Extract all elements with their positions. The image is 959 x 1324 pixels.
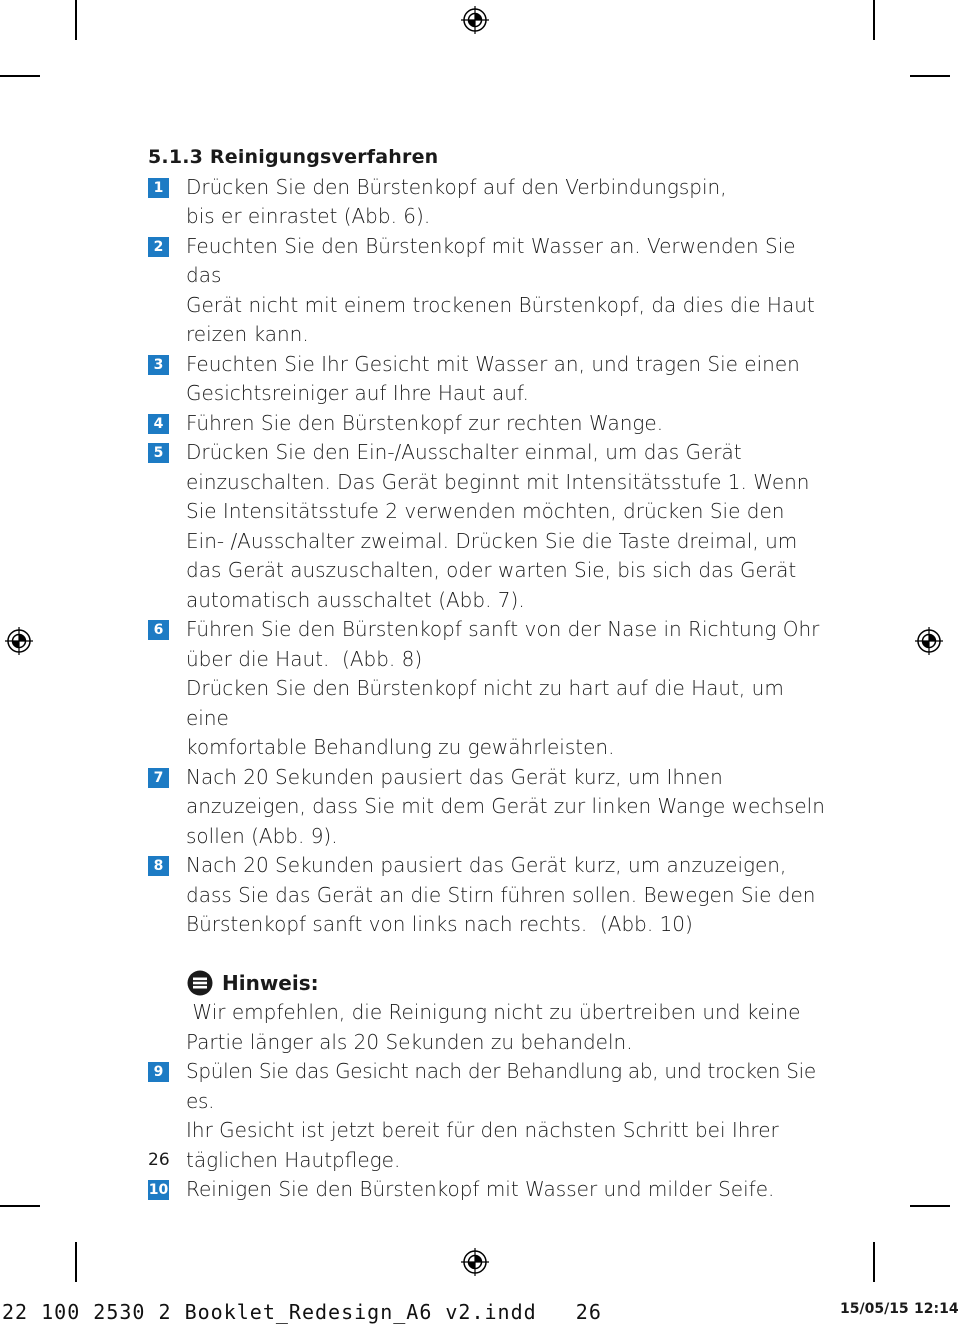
note-line: Wir empfehlen, die Reinigung nicht zu übertreiben und keine (186, 1000, 801, 1024)
step-line: einzuschalten. Das Gerät beginnt mit Intensitätsstufe 1. Wenn (186, 469, 810, 494)
step-line: Gesichtsreiniger auf Ihre Haut auf. (186, 381, 529, 405)
section-title: 5.1.3 Reinigungsverfahren (148, 146, 439, 168)
step-line: komfortable Behandlung zu gewährleisten. (186, 735, 615, 759)
steps-list-continued (148, 1057, 828, 1205)
steps-list (148, 173, 828, 940)
step-line: Nach 20 Sekunden pausiert das Gerät kurz, um anzuzeigen, (186, 853, 787, 877)
note-box (148, 969, 828, 1058)
step-line: Ihr Gesicht ist jetzt bereit für den nächsten Schritt bei Ihrer (186, 1118, 779, 1142)
step-line: das Gerät auszuschalten, oder warten Sie, bis sich das Gerät (186, 558, 797, 582)
slug-filename: 22 100 2530 2 Booklet_Redesign_A6 v2.indd 26 (2, 1300, 602, 1324)
step-line: täglichen Hautpflege. (186, 1147, 401, 1172)
step-line: bis er einrastet (Abb. 6). (186, 204, 431, 228)
step-8 (148, 851, 828, 940)
step-line: Drücken Sie den Bürstenkopf auf den Verbindungspin, (186, 174, 727, 199)
step-line: Führen Sie den Bürstenkopf sanft von der Nase in Richtung Ohr (186, 617, 820, 641)
step-number-badge: 2 (148, 237, 169, 257)
step-9 (148, 1057, 828, 1175)
step-number-badge: 10 (148, 1182, 169, 1198)
page-content (148, 143, 828, 1205)
step-line: Sie Intensitätsstufe 2 verwenden möchten, drücken Sie den (186, 499, 785, 523)
step-line: Spülen Sie das Gesicht nach der Behandlung ab, und trocken Sie es. (186, 1059, 816, 1113)
step-line: über die Haut. (Abb. 8) (186, 646, 423, 671)
step-line: Feuchten Sie Ihr Gesicht mit Wasser an, und tragen Sie einen (186, 351, 800, 376)
step-line: Drücken Sie den Ein-/Ausschalter einmal, um das Gerät (186, 440, 742, 464)
step-line: sollen (Abb. 9). (186, 823, 338, 848)
step-line: Feuchten Sie den Bürstenkopf mit Wasser an. Verwenden Sie das (186, 233, 796, 287)
registration-mark-icon (915, 627, 943, 655)
crop-mark (910, 75, 950, 77)
step-number-badge: 7 (148, 768, 169, 788)
note-title: Hinweis: (222, 970, 319, 995)
crop-mark (0, 75, 40, 77)
crop-mark (910, 1205, 950, 1207)
crop-mark (0, 1205, 40, 1207)
step-6 (148, 615, 828, 763)
step-line: reizen kann. (186, 322, 309, 346)
step-number-badge: 9 (148, 1062, 169, 1082)
step-7 (148, 763, 828, 852)
step-line: Führen Sie den Bürstenkopf zur rechten Wange. (186, 410, 664, 435)
step-line: automatisch ausschaltet (Abb. 7). (186, 587, 525, 612)
step-line: Drücken Sie den Bürstenkopf nicht zu hart auf die Haut, um eine (186, 676, 784, 730)
step-1 (148, 173, 828, 232)
registration-mark-icon (461, 6, 489, 34)
step-number-badge: 6 (148, 620, 169, 640)
step-5 (148, 438, 828, 615)
step-line: dass Sie das Gerät an die Stirn führen sollen. Bewegen Sie den (186, 882, 816, 907)
registration-mark-icon (461, 1248, 489, 1276)
note-icon (186, 969, 214, 997)
crop-mark (75, 1242, 77, 1282)
note-header (186, 969, 828, 999)
step-4 (148, 409, 828, 439)
step-2 (148, 232, 828, 350)
page-number: 26 (148, 1150, 170, 1170)
note-line: Partie länger als 20 Sekunden zu behandeln. (186, 1029, 633, 1054)
crop-mark (873, 0, 875, 40)
step-number-badge: 8 (148, 856, 169, 876)
crop-mark (873, 1242, 875, 1282)
slug-time: 12:14 (914, 1301, 959, 1317)
step-line: Reinigen Sie den Bürstenkopf mit Wasser und milder Seife. (186, 1177, 775, 1201)
step-line: Nach 20 Sekunden pausiert das Gerät kurz, um Ihnen (186, 764, 723, 789)
step-line: Ein- /Ausschalter zweimal. Drücken Sie die Taste dreimal, um (186, 528, 798, 553)
step-number-badge: 5 (148, 443, 169, 463)
step-line: anzuzeigen, dass Sie mit dem Gerät zur linken Wange wechseln (186, 794, 825, 818)
step-line: Bürstenkopf sanft von links nach rechts. (Abb. 10) (186, 912, 693, 936)
step-number-badge: 1 (148, 178, 169, 198)
step-line: Gerät nicht mit einem trockenen Bürstenkopf, da dies die Haut (186, 292, 815, 317)
step-number-badge: 3 (148, 355, 169, 375)
slug-date: 15/05/15 (840, 1301, 909, 1317)
crop-mark (75, 0, 77, 40)
step-3 (148, 350, 828, 409)
step-number-badge: 4 (148, 414, 169, 434)
registration-mark-icon (5, 627, 33, 655)
step-10 (148, 1175, 828, 1205)
